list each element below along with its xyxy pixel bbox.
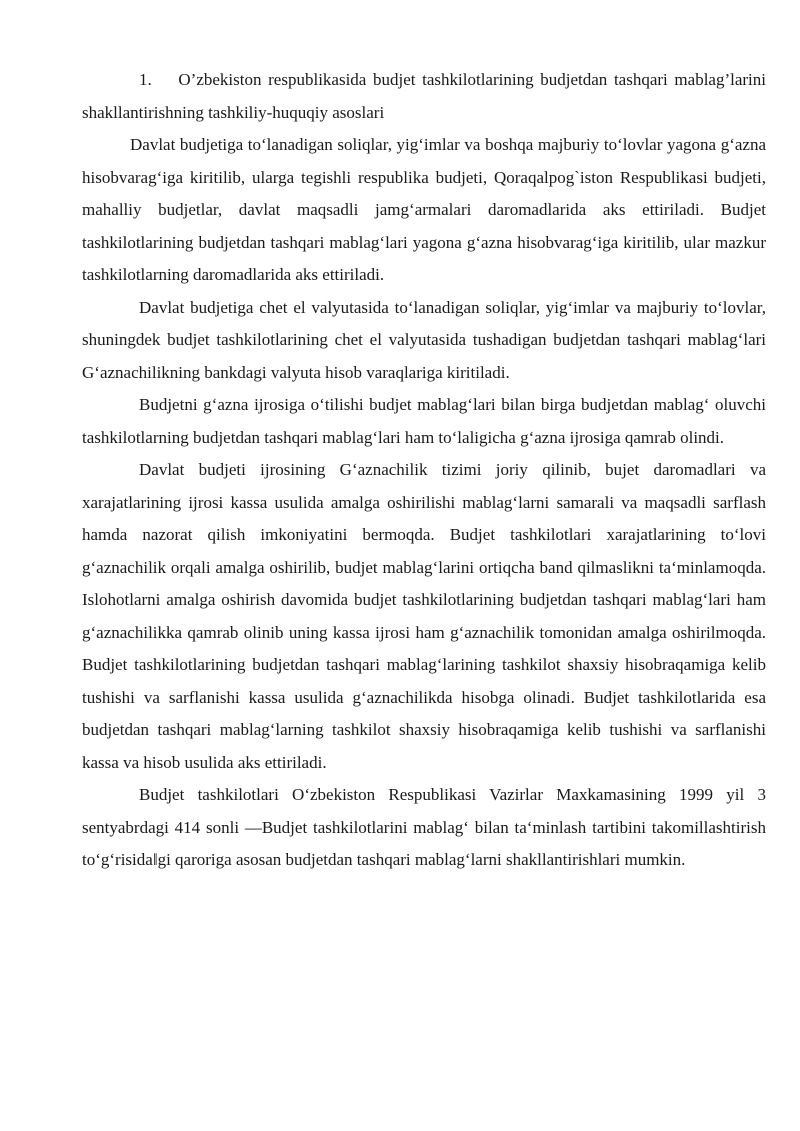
paragraph-1: Davlat budjetiga to‘lanadigan soliqlar, yig‘imlar va boshqa majburiy to‘lovlar yagona g‘azna hisobvarag‘iga kiritilib, ularga tegishli respublika budjeti, Qoraqalpog`iston Respublikasi budjeti, mahalliy budjetlar, davlat maqsadli jamg‘armalari daromadlarida aks ettiriladi. Budjet tashkilotlarining budjetdan tashqari mablag‘lari yagona g‘azna hisobvarag‘iga kiritilib, ular mazkur tashkilotlarning daromadlarida aks ettiriladi. [82,135,766,284]
paragraph-4: Davlat budjeti ijrosining G‘aznachilik tizimi joriy qilinib, bujet daromadlari va xarajatlarining ijrosi kassa usulida amalga oshirilishi mablag‘larni samarali va maqsadli sarflash hamda nazorat qilish imkoniyatini bermoqda. Budjet tashkilotlari xarajatlarining to‘lovi g‘aznachilik orqali amalga oshirilib, budjet mablag‘larini ortiqcha band qilmaslikni ta‘minlamoqda. Islohotlarni amalga oshirish davomida budjet tashkilotlarining budjetdan tashqari mablag‘lari ham g‘aznachilikka qamrab olinib uning kassa ijrosi ham g‘aznachilik tomonidan amalga oshirilmoqda. Budjet tashkilotlarining budjetdan tashqari mablag‘larining tashkilot shaxsiy hisobraqamiga kelib tushishi va sarflanishi kassa usulida g‘aznachilikda hisobga olinadi. Budjet tashkilotlarida esa budjetdan tashqari mablag‘larning tashkilot shaxsiy hisobraqamiga kelib tushishi va sarflanishi kassa va hisob usulida aks ettiriladi. [82,460,766,772]
section-heading: 1. O’zbekiston respublikasida budjet tashkilotlarining budjetdan tashqari mablag’larini shakllantirishning tashkiliy-huquqiy asoslari [82,70,766,122]
paragraph-5: Budjet tashkilotlari O‘zbekiston Respublikasi Vazirlar Maxkamasining 1999 yil 3 sentyabrdagi 414 sonli ―Budjet tashkilotlarini mablag‘ bilan ta‘minlash tartibini takomillashtirish to‘g‘risida‖gi qaroriga asosan budjetdan tashqari mablag‘larni shakllantirishlari mumkin. [82,785,766,869]
document-page [82,64,766,877]
paragraph-3: Budjetni g‘azna ijrosiga o‘tilishi budjet mablag‘lari bilan birga budjetdan mablag‘ oluvchi tashkilotlarning budjetdan tashqari mablag‘lari ham to‘laligicha g‘azna ijrosiga qamrab olindi. [82,395,766,447]
paragraph-2: Davlat budjetiga chet el valyutasida to‘lanadigan soliqlar, yig‘imlar va majburiy to‘lovlar, shuningdek budjet tashkilotlarining chet el valyutasida tushadigan budjetdan tashqari mablag‘lari G‘aznachilikning bankdagi valyuta hisob varaqlariga kiritiladi. [82,297,766,382]
